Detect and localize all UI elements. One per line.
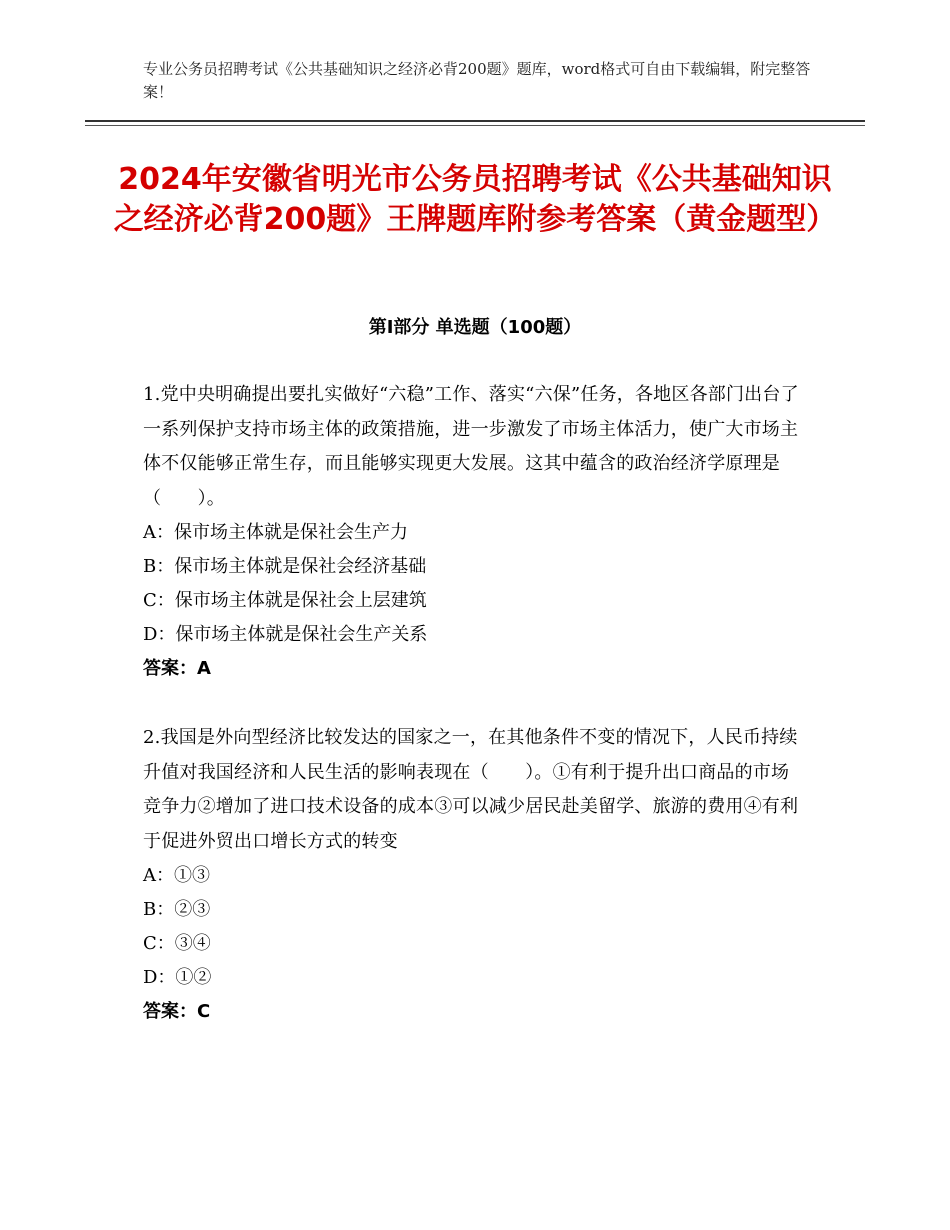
option-a: A：①③ [143,865,210,886]
option-d: D：①② [143,967,212,988]
header-note: 专业公务员招聘考试《公共基础知识之经济必背200题》题库，word格式可自由下载编辑，附完整答案！ [143,60,811,101]
option-a: A：保市场主体就是保社会生产力 [143,522,408,543]
document-title: 2024年安徽省明光市公务员招聘考试《公共基础知识之经济必背200题》王牌题库附参考答案（黄金题型） [113,162,837,237]
option-c: C：保市场主体就是保社会上层建筑 [143,590,427,611]
answer: 答案：A [143,658,211,679]
option-c: C：③④ [143,933,211,954]
option-d: D：保市场主体就是保社会生产关系 [143,624,428,645]
question-2 [143,721,803,1029]
question-stem: 2.我国是外向型经济比较发达的国家之一，在其他条件不变的情况下，人民币持续升值对我国经济和人民生活的影响表现在（ ）。①有利于提升出口商品的市场竞争力②增加了进口技术设备的成本③可以减少居民赴美留学、旅游的费用④有利于促进外贸出口增长方式的转变 [143,727,799,852]
question-stem: 1.党中央明确提出要扎实做好“六稳”工作、落实“六保”任务，各地区各部门出台了一系列保护支持市场主体的政策措施，进一步激发了市场主体活力，使广大市场主体不仅能够正常生存，而且能够实现更大发展。这其中蕴含的政治经济学原理是（ ）。 [143,384,799,509]
option-b: B：②③ [143,899,211,920]
answer: 答案：C [143,1001,211,1022]
question-1 [143,378,803,686]
header-divider-thin [85,125,865,126]
header-divider-thick [85,120,865,122]
option-b: B：保市场主体就是保社会经济基础 [143,556,427,577]
section-title: 第Ⅰ部分 单选题（100题） [368,317,582,338]
